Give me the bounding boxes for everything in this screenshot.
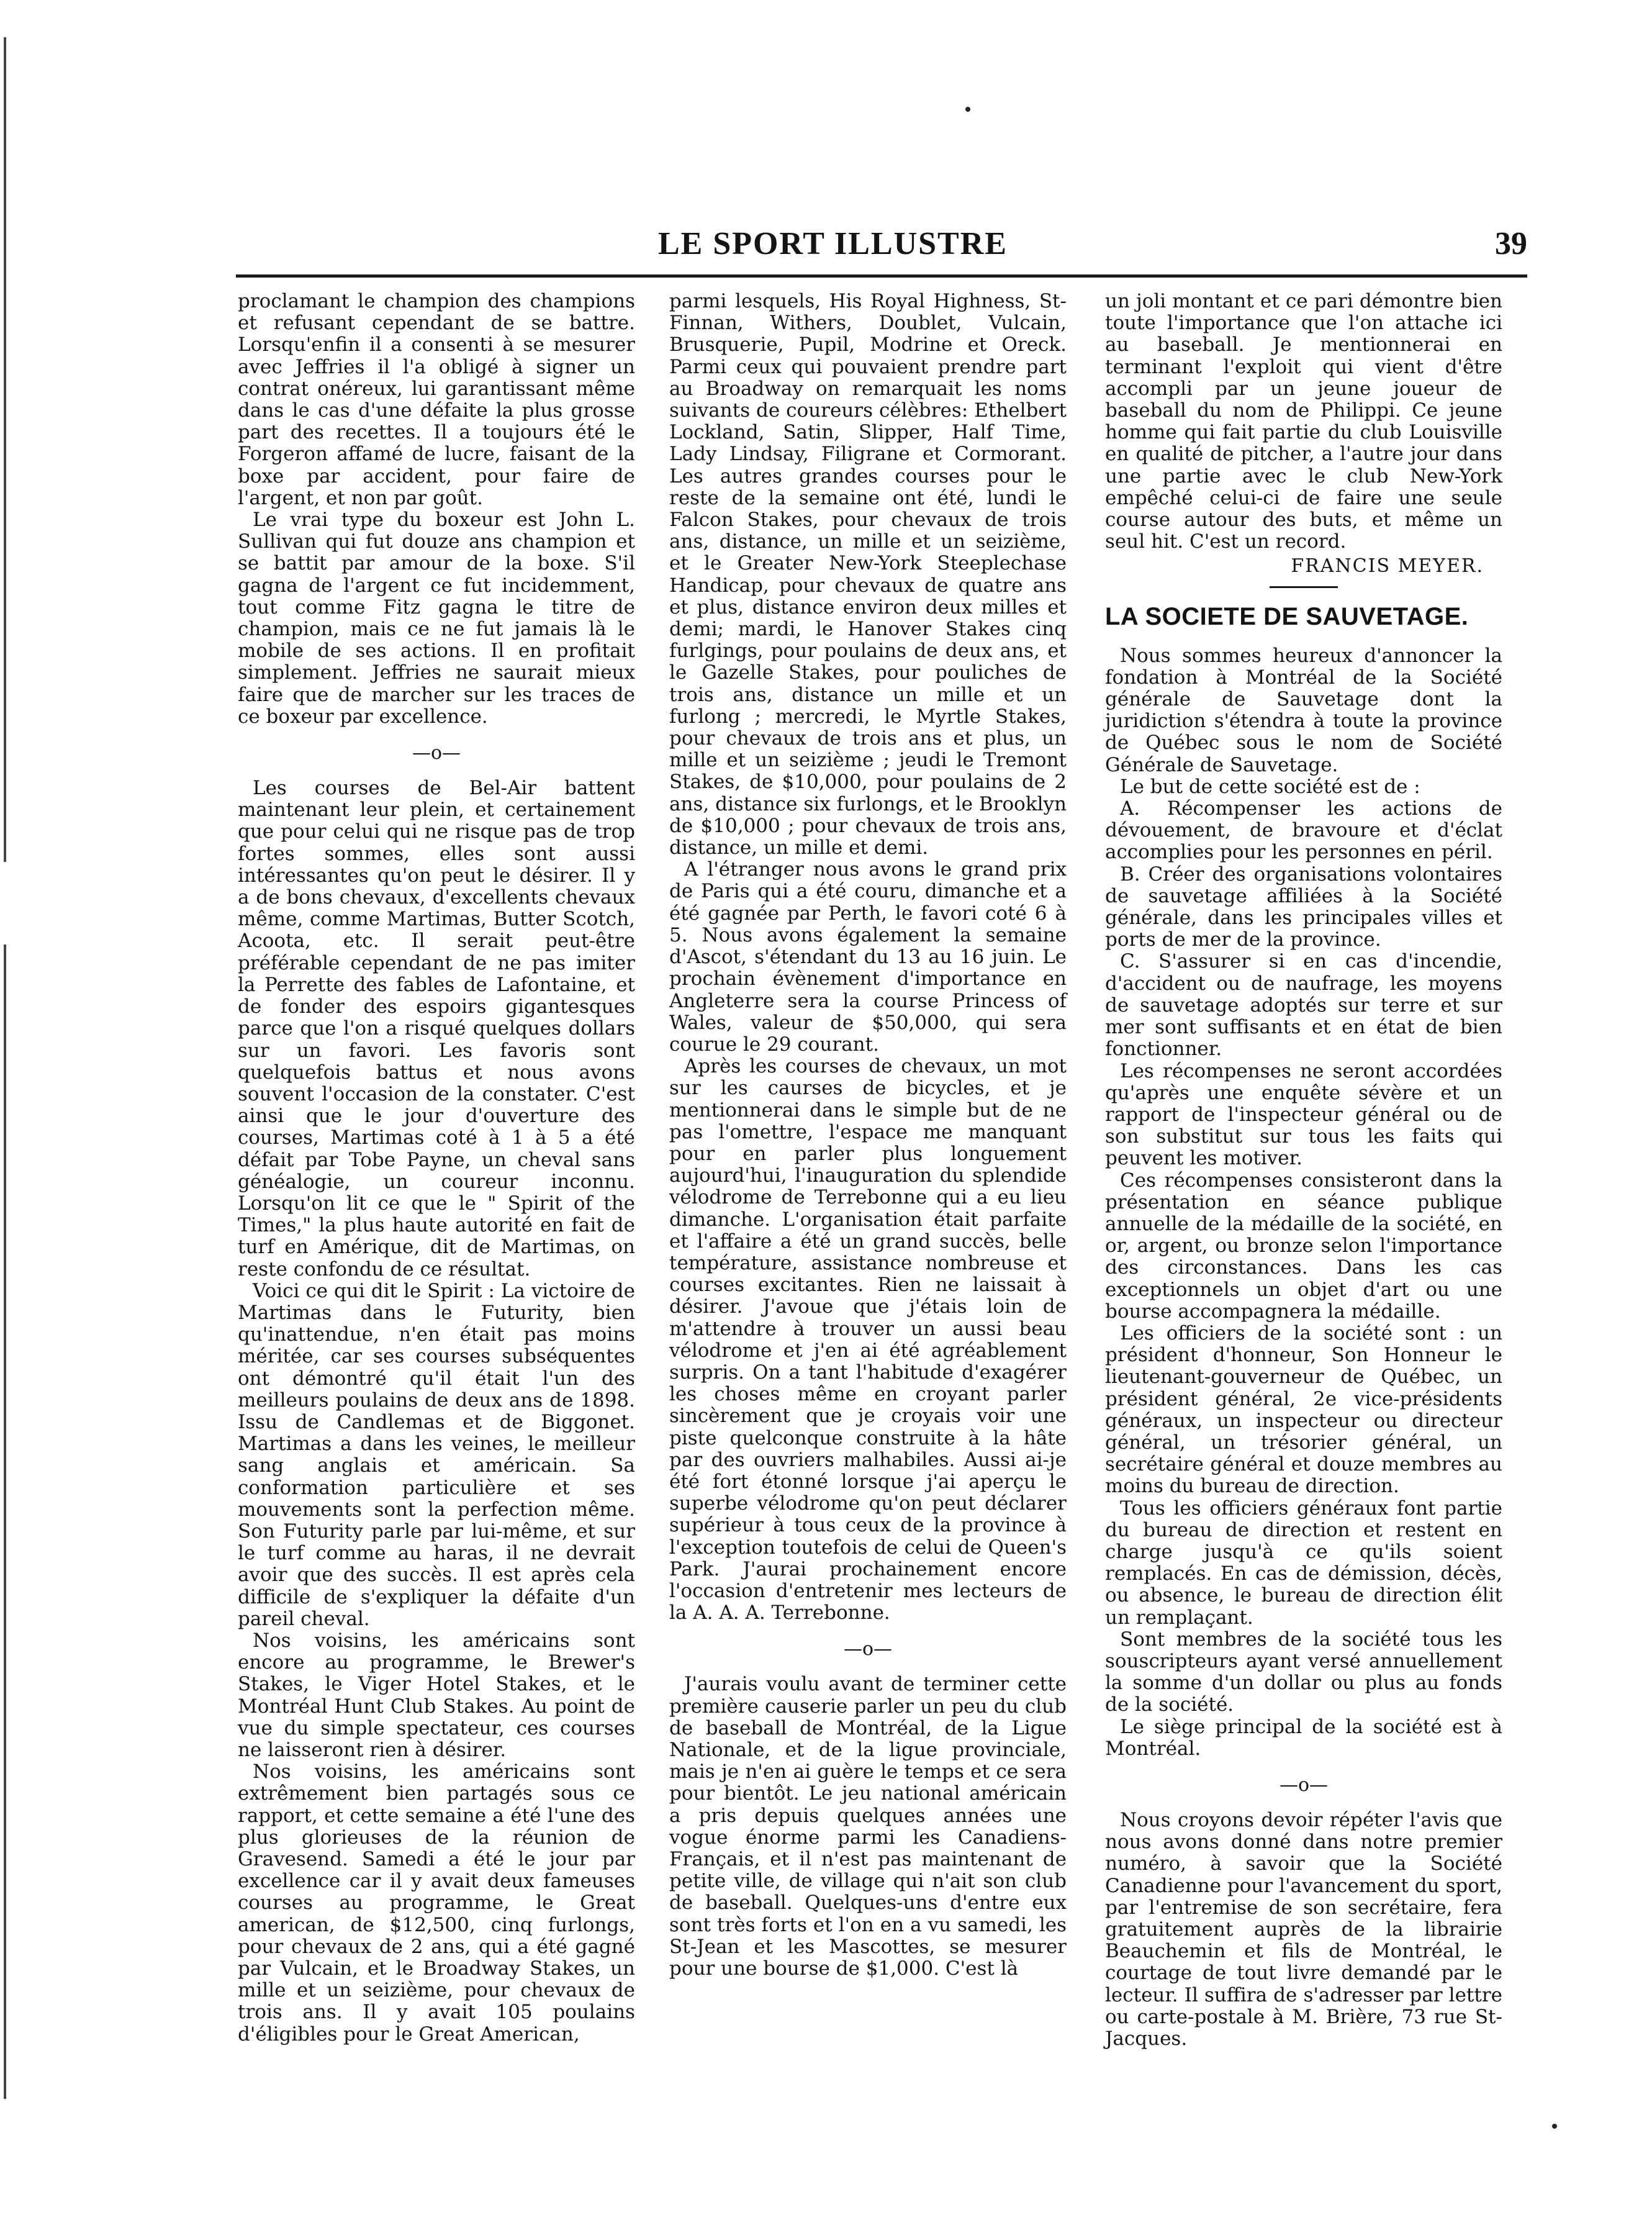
article-paragraph: Les récompenses ne seront accordées qu'après une enquête sévère et un rapport de l'inspecteur général ou de son substitut sur tous les faits qui peuvent les motiver. xyxy=(1105,1059,1502,1170)
article-paragraph: J'aurais voulu avant de terminer cette première causerie parler un peu du club de baseball de Montréal, de la Ligue Nationale, et de la ligue provinciale, mais je n'en ai guère le temps et ce sera pour bientôt. Le jeu national américain a pris depuis quelques années une vogue énorme parmi les Canadiens-Français, et il n'est pas maintenant de petite ville, de village qui n'ait son club de baseball. Quelques-uns d'entre eux sont très forts et l'on en a vu samedi, les St-Jean et les Mascottes, se mesurer pour une bourse de $1,000. C'est là xyxy=(669,1673,1067,1980)
article-paragraph: Après les courses de chevaux, un mot sur les caurses de bicycles, et je mentionnerai dans le simple but de ne pas l'omettre, l'espace me manquant pour en parler plus longuement aujourd'hui, l'inauguration du splendide vélodrome de Terrebonne qui a eu lieu dimanche. L'organisation était parfaite et l'affaire a été un grand succès, belle température, assistance nombreuse et courses excitantes. Rien ne laissait à désirer. J'avoue que j'étais loin de m'attendre à trouver un aussi beau vélodrome et j'en ai été agréablement surpris. On a tant l'habitude d'exagérer les choses même en croyant parler sincèrement que je croyais voir une piste quelconque construite à la hâte par des ouvriers malhabiles. Aussi ai-je été fort étonné lorsque j'ai aperçu le superbe vélodrome qu'on peut déclarer supérieur à tous ceux de la province à l'exception toutefois de celui de Queen's Park. J'aurai prochainement encore l'occasion d'entretenir mes lecteurs de la A. A. A. Terrebonne. xyxy=(669,1055,1067,1624)
article-paragraph: proclamant le champion des champions et refusant cependant de se battre. Lorsqu'enfin il a consenti à se mesurer avec Jeffries il l'a obligé à signer un contrat onéreux, lui garantissant même dans le cas d'une défaite la plus grosse part des recettes. Il a toujours été le Forgeron affamé de lucre, faisant de la boxe par accident, pour faire de l'argent, et non par goût. xyxy=(238,290,635,509)
article-paragraph: Nous sommes heureux d'annoncer la fondation à Montréal de la Société générale de Sauvetage dont la juridiction s'étendra à toute la province de Québec sous le nom de Société Générale de Sauvetage. xyxy=(1105,644,1502,776)
article-paragraph: B. Créer des organisations volontaires de sauvetage affiliées à la Société générale, dans les principales villes et ports de mer de la province. xyxy=(1105,863,1502,951)
article-paragraph: C. S'assurer si en cas d'incendie, d'accident ou de naufrage, les moyens de sauvetage adoptés sur terre et sur mer sont suffisants et en état de bien fonctionner. xyxy=(1105,950,1502,1061)
scan-binding-edge xyxy=(0,0,37,2238)
text-column-3 xyxy=(1105,291,1502,2050)
page-header xyxy=(236,214,1527,270)
article-paragraph: A. Récompenser les actions de dévouement, de bravoure et d'éclat accomplies pour les personnes en péril. xyxy=(1105,797,1502,864)
ink-speck xyxy=(965,107,970,112)
article-paragraph: Ces récompenses consisteront dans la présentation en séance publique annuelle de la médaille de la société, en or, argent, ou bronze selon l'importance des circonstances. Dans les cas exceptionnels un objet d'art ou une bourse accompagnera la médaille. xyxy=(1105,1169,1502,1323)
signature-rule xyxy=(1270,586,1338,588)
header-rule xyxy=(236,274,1527,278)
article-paragraph: Les courses de Bel-Air battent maintenant leur plein, et certainement que pour celui qui ne risque pas de trop fortes sommes, elles sont aussi intéressantes qu'on peut le désirer. Il y a de bons chevaux, d'excellents chevaux même, comme Martimas, Butter Scotch, Acoota, etc. Il serait peut-être préférable cependant de ne pas imiter la Perrette des fables de Lafontaine, et de fonder des espoirs gigantesques parce que l'on a risqué quelques dollars sur un favori. Les favoris sont quelquefois battus et nous avons souvent l'occasion de la constater. C'est ainsi que le jour d'ouverture des courses, Martimas coté à 1 à 5 a été défait par Tobe Payne, un cheval sans généalogie, un coureur inconnu. Lorsqu'on lit ce que le " Spirit of the Times," la plus haute autorité en fait de turf en Amérique, dit de Martimas, on reste confondu de ce résultat. xyxy=(238,777,635,1280)
section-separator: —o— xyxy=(1279,1774,1329,1796)
text-column-2 xyxy=(669,291,1067,1980)
article-paragraph: Le siège principal de la société est à Montréal. xyxy=(1105,1715,1502,1760)
author-signature: FRANCIS MEYER. xyxy=(1291,555,1484,578)
article-paragraph: Nos voisins, les américains sont extrêmement bien partagés sous ce rapport, et cette semaine a été l'une des plus glorieuses de la réunion de Gravesend. Samedi a été le jour par excellence car il y avait deux fameuses courses au programme, le Great american, de $12,500, cinq furlongs, pour chevaux de 2 ans, qui a été gagné par Vulcain, et le Broadway Stakes, un mille et un seizième, pour chevaux de trois ans. Il y avait 105 poulains d'éligibles pour le Great American, xyxy=(238,1760,635,2045)
article-paragraph: Les officiers de la société sont : un président d'honneur, Son Honneur le lieutenant-gouverneur de Québec, un président général, 2e vice-présidents généraux, un inspecteur ou directeur général, un trésorier général, un secrétaire général et douze membres au moins du bureau de direction. xyxy=(1105,1321,1502,1498)
section-separator: —o— xyxy=(843,1638,893,1660)
article-paragraph: Le but de cette société est de : xyxy=(1120,775,1420,798)
article-paragraph: A l'étranger nous avons le grand prix de Paris qui a été couru, dimanche et a été gagnée par Perth, le favori coté 6 à 5. Nous avons également la semaine d'Ascot, s'étendant du 13 au 16 juin. Le prochain évènement d'importance en Angleterre sera la course Princess of Wales, valeur de $50,000, qui sera courue le 29 courant. xyxy=(669,858,1067,1056)
ink-speck xyxy=(1552,2124,1557,2129)
page-number: 39 xyxy=(1495,226,1527,261)
text-column-1 xyxy=(238,291,635,2045)
article-paragraph: Nous croyons devoir répéter l'avis que nous avons donné dans notre premier numéro, à savoir que la Société Canadienne pour l'avancement du sport, par l'entremise de son secrétaire, fera gratuitement auprès de la librairie Beauchemin et fils de Montréal, le courtage de tout livre demandé par le lecteur. Il suffira de s'adresser par lettre ou carte-postale à M. Brière, 73 rue St-Jacques. xyxy=(1105,1809,1502,2050)
article-paragraph: Sont membres de la société tous les souscripteurs ayant versé annuellement la somme d'un dollar ou plus au fonds de la société. xyxy=(1105,1628,1502,1716)
section-heading: LA SOCIETE DE SAUVETAGE. xyxy=(1105,602,1469,630)
article-paragraph: Le vrai type du boxeur est John L. Sullivan qui fut douze ans champion et se battit par amour de la boxe. S'il gagna de l'argent ce fut incidemment, tout comme Fitz gagna le titre de champion, mais ce ne fut jamais là le mobile de ses actions. Il en profitait simplement. Jeffries ne saurait mieux faire que de marcher sur les traces de ce boxeur par excellence. xyxy=(238,509,635,728)
article-paragraph: Tous les officiers généraux font partie du bureau de direction et restent en charge jusqu'à ce qu'ils soient remplacés. En cas de démission, décès, ou absence, le bureau de direction élit un remplaçant. xyxy=(1105,1497,1502,1629)
section-separator: —o— xyxy=(412,742,461,764)
journal-title: LE SPORT ILLUSTRE xyxy=(658,226,1008,261)
article-paragraph: un joli montant et ce pari démontre bien toute l'importance que l'on attache ici au baseball. Je mentionnerai en terminant l'exploit qui vient d'être accompli par un jeune joueur de baseball du nom de Philippi. Ce jeune homme qui fait partie du club Louisville en qualité de pitcher, a l'autre jour dans une partie avec le club New-York empêché celui-ci de faire une seule course autour des buts, et même un seul hit. C'est un record. xyxy=(1105,290,1502,553)
article-paragraph: Nos voisins, les américains sont encore au programme, le Brewer's Stakes, le Viger Hotel Stakes, et le Montréal Hunt Club Stakes. Au point de vue du simple spectateur, ces courses ne laisseront rien à désirer. xyxy=(238,1629,635,1761)
article-paragraph: Voici ce qui dit le Spirit : La victoire de Martimas dans le Futurity, bien qu'inattendue, n'en était pas moins méritée, car ses courses subséquentes ont démontré qu'il était l'un des meilleurs poulains de deux ans de 1898. Issu de Candlemas et de Biggonet. Martimas a dans les veines, le meilleur sang anglais et américain. Sa conformation particulière et ses mouvements sont la perfection même. Son Futurity parle par lui-même, et sur le turf comme au haras, il ne devrait avoir que des succès. Il est après cela difficile de s'expliquer la défaite d'un pareil cheval. xyxy=(238,1279,635,1630)
article-paragraph: parmi lesquels, His Royal Highness, St-Finnan, Withers, Doublet, Vulcain, Brusquerie, Pupil, Modrine et Oreck. Parmi ceux qui pouvaient prendre part au Broadway on remarquait les noms suivants de coureurs célèbres: Ethelbert Lockland, Satin, Slipper, Half Time, Lady Lindsay, Filigrane et Cormorant. Les autres grandes courses pour le reste de la semaine ont été, lundi le Falcon Stakes, pour chevaux de trois ans, distance, un mille et un seizième, et le Greater New-York Steeplechase Handicap, pour chevaux de quatre ans et plus, distance environ deux milles et demi; mardi, le Hanover Stakes cinq furlgings, pour poulains de deux ans, et le Gazelle Stakes, pour pouliches de trois ans, distance un mille et un furlong ; mercredi, le Myrtle Stakes, pour chevaux de trois ans et plus, un mille et un seizième ; jeudi le Tremont Stakes, de $10,000, pour poulains de 2 ans, distance six furlongs, et le Brooklyn de $10,000 ; pour chevaux de trois ans, distance, un mille et demi. xyxy=(669,290,1067,859)
